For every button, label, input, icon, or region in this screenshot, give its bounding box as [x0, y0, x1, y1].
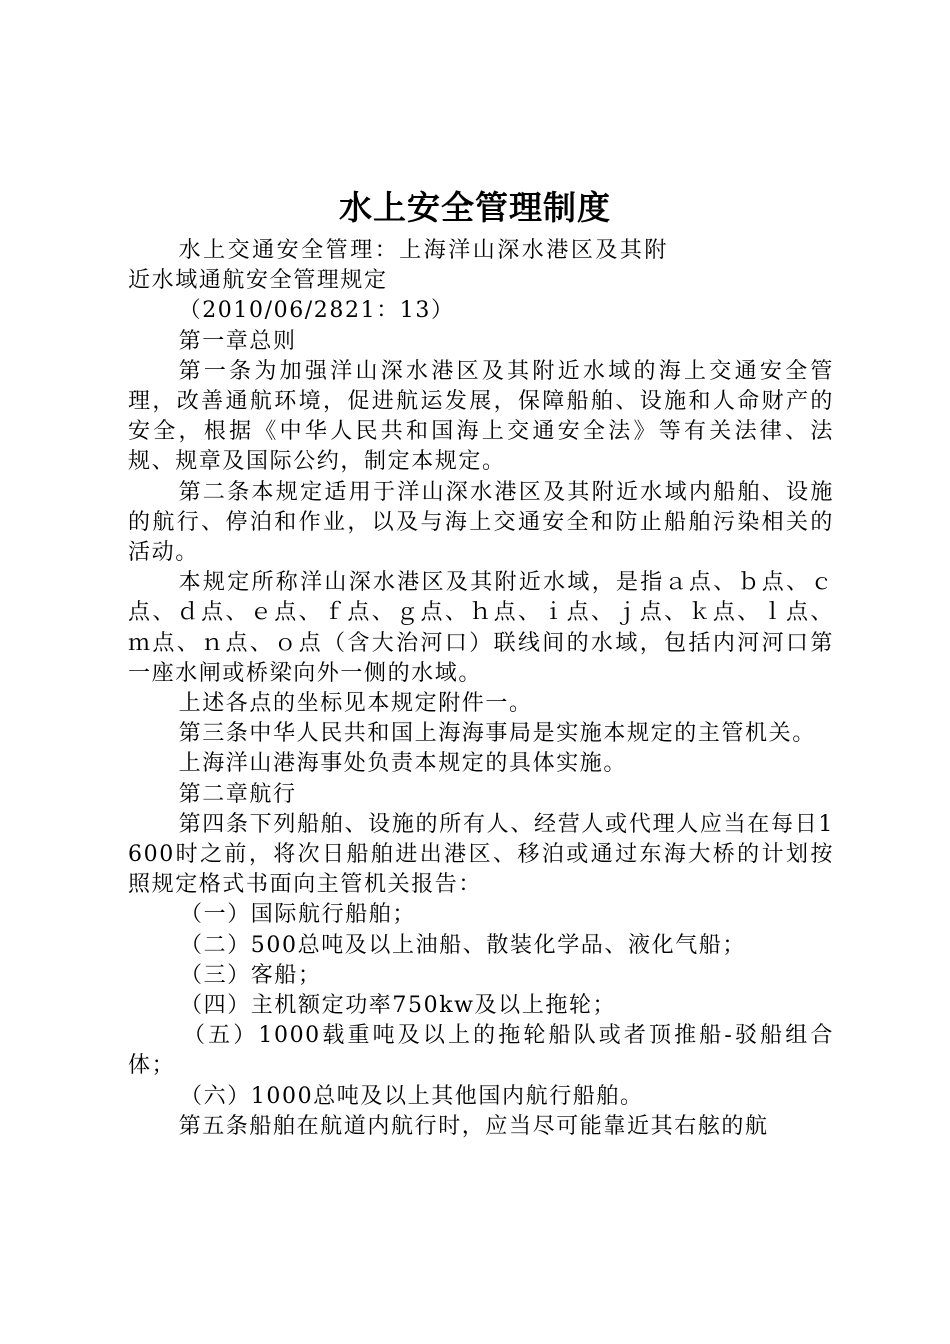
date-paragraph: （2010/06/2821：13） [178, 298, 455, 324]
article-paragraph: 第四条下列船舶、设施的所有人、经营人或代理人应当在每日1600时之前，将次日船舶进出港区、移泊或通过东海大桥的计划按照规定格式书面向主管机关报告： [128, 811, 834, 898]
document-title: 水上安全管理制度 [339, 188, 611, 227]
list-item: （三）客船； [180, 962, 322, 988]
article-paragraph: 第二条本规定适用于洋山深水港区及其附近水域内船舶、设施的航行、停泊和作业，以及与海上交通安全和防止船舶污染相关的活动。 [128, 479, 834, 566]
list-item: （一）国际航行船舶； [180, 902, 417, 928]
document-body [128, 236, 834, 1142]
article-paragraph: 第一条为加强洋山深水港区及其附近水域的海上交通安全管理，改善通航环境，促进航运发展，保障船舶、设施和人命财产的安全，根据《中华人民共和国海上交通安全法》等有关法律、法规、规章及国际公约，制定本规定。 [128, 358, 834, 475]
body-paragraph: 本规定所称洋山深水港区及其附近水域，是指ａ点、ｂ点、ｃ点、ｄ点、ｅ点、ｆ点、ｇ点、ｈ点、ｉ点、ｊ点、ｋ点、ｌ点、ｍ点、ｎ点、ｏ点（含大治河口）联线间的水域，包括内河河口第一座水闸或桥梁向外一侧的水域。 [128, 570, 834, 686]
body-paragraph: 上海洋山港海事处负责本规定的具体实施。 [178, 751, 627, 777]
article-paragraph: 第三条中华人民共和国上海海事局是实施本规定的主管机关。 [178, 721, 816, 747]
list-item: （二）500总吨及以上油船、散装化学品、液化气船； [180, 932, 746, 958]
chapter-heading: 第二章航行 [178, 781, 297, 807]
list-item: （四）主机额定功率750kw及以上拖轮； [180, 993, 617, 1019]
article-paragraph: 第五条船舶在航道内航行时，应当尽可能靠近其右舷的航 [178, 1113, 769, 1139]
chapter-heading: 第一章总则 [178, 328, 297, 354]
list-item: （五）1000载重吨及以上的拖轮船队或者顶推船-驳船组合体； [128, 1023, 834, 1079]
list-item: （六）1000总吨及以上其他国内航行船舶。 [180, 1083, 644, 1109]
body-paragraph: 上述各点的坐标见本规定附件一。 [178, 691, 533, 717]
subtitle-paragraph: 水上交通安全管理：上海洋山深水港区及其附近水域通航安全管理规定 [128, 238, 668, 294]
